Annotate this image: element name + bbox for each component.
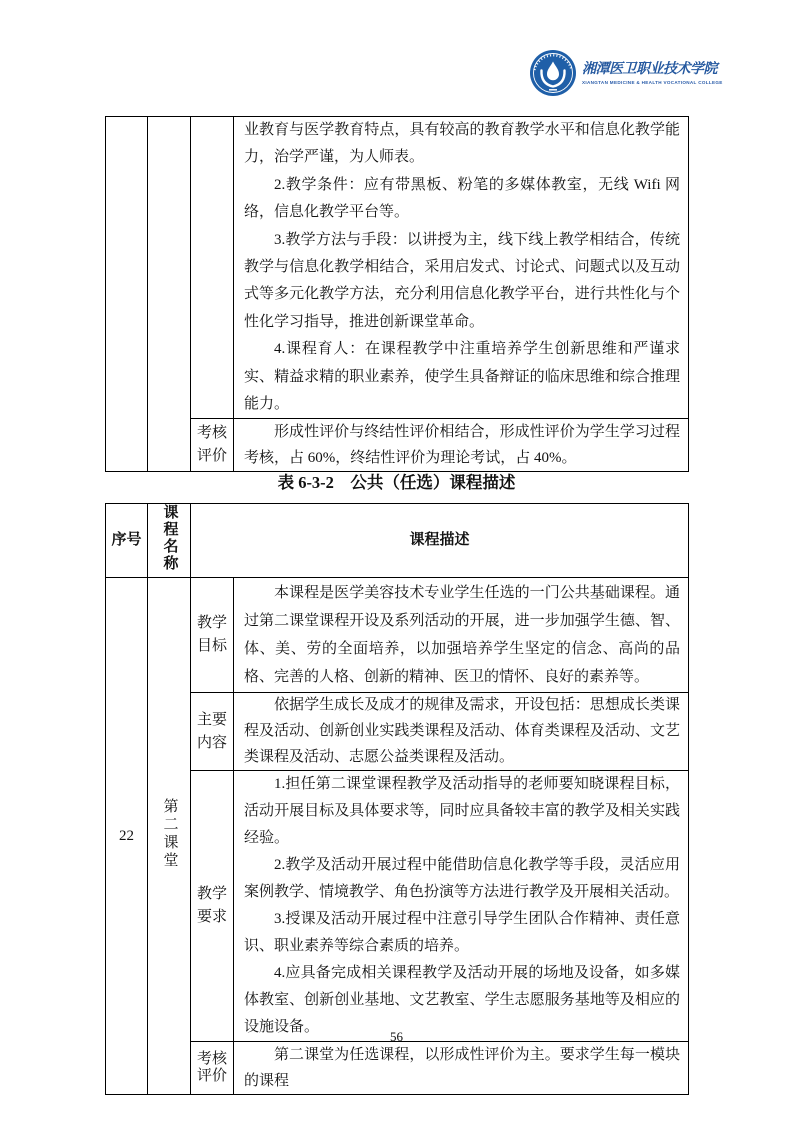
paragraph: 3.教学方法与手段：以讲授为主，线下线上教学相结合，传统教学与信息化教学相结合，采用启发式、讨论式、问题式以及互动式等多元化教学方法，充分利用信息化教学平台，进行共性化与个性化学习指导，推进创新课堂革命。 [244, 231, 680, 330]
header-seq: 序号 [106, 504, 148, 578]
college-logo [529, 49, 723, 97]
page-number: 56 [390, 1029, 403, 1044]
section-content-cell [234, 1042, 689, 1095]
header-course-name: 课程名称 [148, 504, 191, 578]
course-name-cell: 第二课堂 [148, 578, 191, 1095]
table-row [106, 771, 689, 1042]
section-label-objectives: 教学目标 [191, 578, 234, 693]
paragraph: 1.担任第二课堂课程教学及活动指导的老师要知晓课程目标，活动开展目标及具体要求等，同时应具备较丰富的教学及相关实践经验。 [244, 776, 681, 847]
paragraph: 3.授课及活动开展过程中注意引导学生团队合作精神、责任意识、职业素养等综合素质的培养。 [244, 911, 681, 955]
section-content-cell [234, 771, 689, 1042]
paragraph: 4.应具备完成相关课程教学及活动开展的场地及设备，如多媒体教室、创新创业基地、文艺教室、学生志愿服务基地等及相应的设施设备。 [244, 965, 681, 1036]
seq-cell: 22 [106, 578, 148, 1095]
table-header-row [106, 504, 689, 578]
section-label-requirements: 教学要求 [191, 771, 234, 1042]
paragraph: 本课程是医学美容技术专业学生任选的一门公共基础课程。通过第二课堂课程开设及系列活动的开展，进一步加强学生德、智、体、美、劳的全面培养，以加强培养学生坚定的信念、高尚的品格、完善的人格、创新的精神、医卫的情怀、良好的素养等。 [244, 584, 681, 686]
course-name-cell-empty [148, 117, 191, 472]
header-course-description: 课程描述 [191, 504, 689, 578]
table-row [106, 117, 689, 419]
section-content-cell [234, 117, 689, 419]
paragraph: 形成性评价与终结性评价相结合，形成性评价为学生学习过程考核，占 60%，终结性评价为理论考试，占 40%。 [244, 424, 680, 467]
table-row [106, 419, 689, 472]
paragraph: 4.课程育人：在课程教学中注重培养学生创新思维和严谨求实、精益求精的职业素养，使学生具备辩证的临床思维和综合推理能力。 [244, 341, 680, 413]
table-row [106, 1042, 689, 1095]
section-label-evaluation: 考核评价 [191, 1042, 234, 1095]
section-label-main-content: 主要内容 [191, 693, 234, 771]
table-row [106, 693, 689, 771]
college-emblem-icon [529, 49, 577, 97]
section-content-cell [234, 578, 689, 693]
paragraph: 业教育与医学教育特点，具有较高的教育教学水平和信息化教学能力，治学严谨，为人师表。 [244, 122, 680, 166]
college-name-english: XIANGTAN MEDICINE & HEALTH VOCATIONAL COLLEGE [582, 80, 723, 85]
paragraph: 2.教学及活动开展过程中能借助信息化教学等手段，灵活应用案例教学、情境教学、角色扮演等方法进行教学及开展相关活动。 [244, 857, 681, 901]
college-name-block [582, 61, 723, 85]
paragraph: 第二课堂为任选课程，以形成性评价为主。要求学生每一模块的课程 [244, 1047, 681, 1090]
section-label-cell-empty [191, 117, 234, 419]
table-title: 表 6-3-2 公共（任选）课程描述 [277, 473, 516, 492]
section-content-cell [234, 419, 689, 472]
table-row [106, 578, 689, 693]
seq-cell-empty [106, 117, 148, 472]
section-content-cell [234, 693, 689, 771]
table-course-description-continued [105, 116, 689, 472]
paragraph: 依据学生成长及成才的规律及需求，开设包括：思想成长类课程及活动、创新创业实践类课程及活动、体育类课程及活动、文艺类课程及活动、志愿公益类课程及活动。 [244, 697, 681, 765]
paragraph: 2.教学条件：应有带黑板、粉笔的多媒体教室，无线 Wifi 网络，信息化教学平台等。 [244, 176, 680, 221]
college-name-chinese: 湘潭医卫职业技术学院 [582, 62, 717, 77]
section-label-evaluation: 考核评价 [191, 419, 234, 472]
table-public-elective-courses [105, 503, 689, 1095]
